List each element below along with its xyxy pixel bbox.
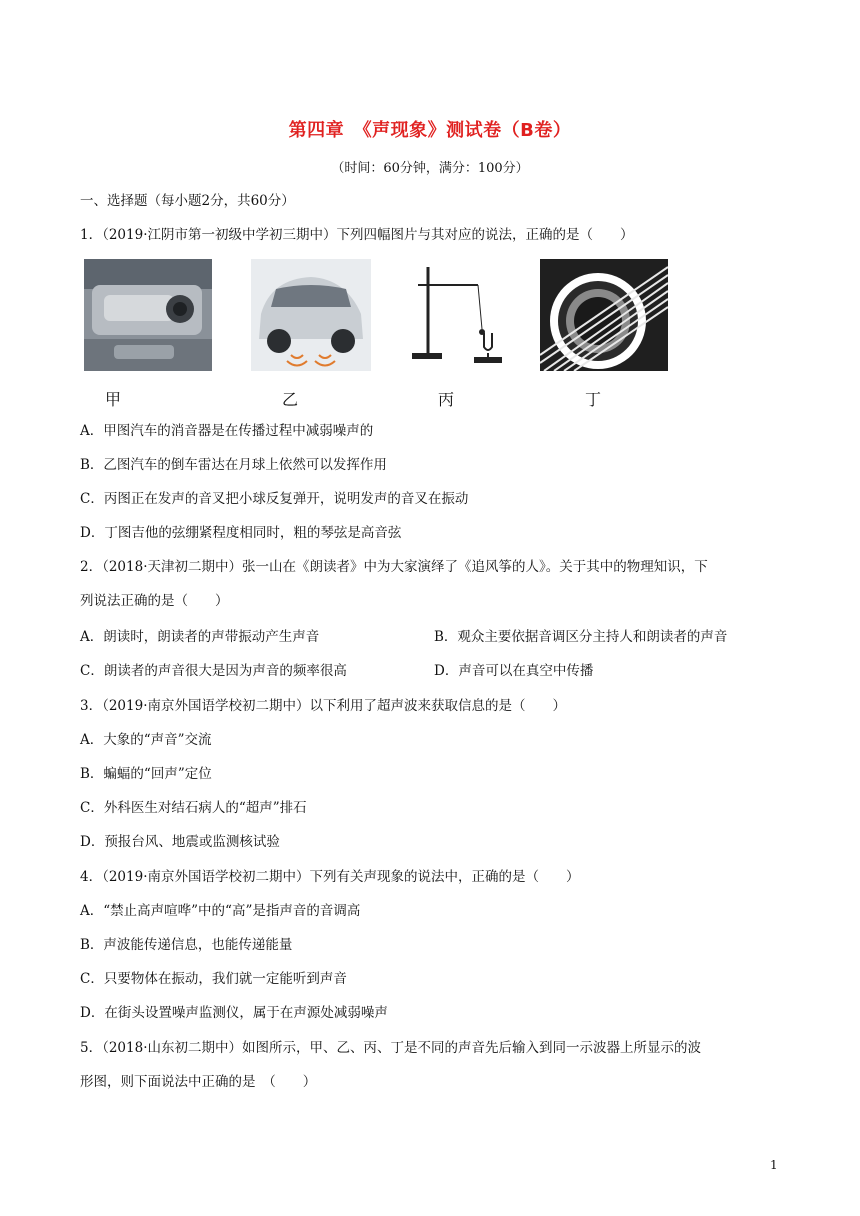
page-title: 第四章 《声现象》测试卷（B卷） [288,120,572,141]
muffler-photo [84,259,212,371]
question-2-option-a: A．朗读时，朗读者的声带振动产生声音 [80,629,320,645]
question-2-option-c: C．朗读者的声音很大是因为声音的频率很高 [80,663,347,679]
image-caption-ding: 丁 [585,390,602,409]
question-3-option-b: B．蝙蝠的“回声”定位 [80,766,212,782]
question-2-stem-continued: 列说法正确的是（ ） [80,593,229,609]
question-1-option-b: B．乙图汽车的倒车雷达在月球上依然可以发挥作用 [80,457,387,473]
question-3-option-c: C．外科医生对结石病人的“超声”排石 [80,800,307,816]
question-1-option-d: D．丁图吉他的弦绷紧程度相同时，粗的琴弦是高音弦 [80,525,402,541]
question-1-stem: 1．（2019·江阴市第一初级中学初三期中）下列四幅图片与其对应的说法，正确的是（ ） [80,227,634,243]
question-1-option-a: A．甲图汽车的消音器是在传播过程中减弱噪声的 [80,423,374,439]
question-4-option-b: B．声波能传递信息，也能传递能量 [80,937,293,953]
image-caption-yi: 乙 [282,390,299,409]
exam-info: （时间：60分钟，满分：100分） [331,161,529,176]
question-2-option-d: D．声音可以在真空中传播 [434,663,594,679]
question-3-option-d: D．预报台风、地震或监测核试验 [80,834,280,850]
question-4-option-d: D．在街头设置噪声监测仪，属于在声源处减弱噪声 [80,1005,388,1021]
guitar-photo [540,259,668,371]
question-5-stem-continued: 形图，则下面说法中正确的是 （ ） [80,1074,317,1090]
image-caption-bing: 丙 [438,390,455,409]
tuning-fork-diagram [408,259,536,371]
question-4-option-a: A．“禁止高声喧哗”中的“高”是指声音的音调高 [80,903,361,919]
question-1-option-c: C．丙图正在发声的音叉把小球反复弹开，说明发声的音叉在振动 [80,491,469,507]
reverse-radar-photo [251,259,379,371]
question-2-option-b: B．观众主要依据音调区分主持人和朗读者的声音 [434,629,728,645]
image-caption-jia: 甲 [105,390,122,409]
question-3-option-a: A．大象的“声音”交流 [80,732,212,748]
question-4-stem: 4．（2019·南京外国语学校初二期中）下列有关声现象的说法中，正确的是（ ） [80,869,580,885]
question-2-stem: 2．（2018·天津初二期中）张一山在《朗读者》中为大家演绎了《追风筝的人》。关于其中的物理知识，下 [80,559,708,575]
page-number: 1 [770,1158,778,1172]
question-4-option-c: C．只要物体在振动，我们就一定能听到声音 [80,971,347,987]
question-5-stem: 5．（2018·山东初二期中）如图所示，甲、乙、丙、丁是不同的声音先后输入到同一示波器上所显示的波 [80,1040,701,1056]
question-3-stem: 3．（2019·南京外国语学校初二期中）以下利用了超声波来获取信息的是（ ） [80,698,566,714]
section-heading: 一、选择题（每小题2分，共60分） [80,193,295,209]
